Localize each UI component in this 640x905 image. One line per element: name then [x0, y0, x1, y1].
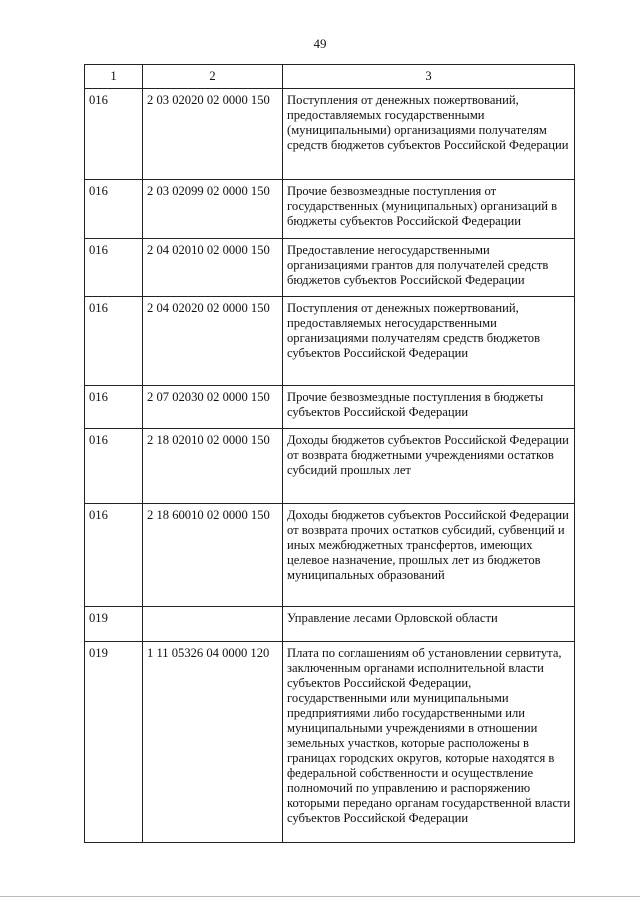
- budget-code-cell: [143, 607, 283, 642]
- table-row: [85, 607, 575, 642]
- admin-code-cell: 019: [85, 642, 143, 843]
- budget-code-cell: 2 03 02099 02 0000 150: [143, 180, 283, 239]
- table-row: [85, 180, 575, 239]
- description-cell: Управление лесами Орловской области: [283, 607, 575, 642]
- scan-edge-divider: [0, 896, 640, 897]
- description-cell: Поступления от денежных пожертвований, предоставляемых государственными (муниципальными) организациями получателям средств бюджетов субъектов Российской Федерации: [283, 89, 575, 180]
- description-cell: Прочие безвозмездные поступления в бюджеты субъектов Российской Федерации: [283, 386, 575, 429]
- budget-code-cell: 2 03 02020 02 0000 150: [143, 89, 283, 180]
- admin-code-cell: 016: [85, 239, 143, 297]
- admin-code-cell: 016: [85, 504, 143, 607]
- admin-code-cell: 016: [85, 386, 143, 429]
- description-cell: Доходы бюджетов субъектов Российской Федерации от возврата бюджетными учреждениями остатков субсидий прошлых лет: [283, 429, 575, 504]
- description-cell: Предоставление негосударственными организациями грантов для получателей средств бюджетов субъектов Российской Федерации: [283, 239, 575, 297]
- description-cell: Поступления от денежных пожертвований, предоставляемых негосударственными организациями получателям средств бюджетов субъектов Российской Федерации: [283, 297, 575, 386]
- table-row: [85, 429, 575, 504]
- page-number: 49: [313, 36, 327, 51]
- budget-code-cell: 1 11 05326 04 0000 120: [143, 642, 283, 843]
- table-row: [85, 89, 575, 180]
- budget-code-cell: 2 04 02020 02 0000 150: [143, 297, 283, 386]
- admin-code-cell: 016: [85, 297, 143, 386]
- budget-code-cell: 2 07 02030 02 0000 150: [143, 386, 283, 429]
- table-row: [85, 239, 575, 297]
- column-header: 2: [143, 65, 283, 89]
- column-header: 1: [85, 65, 143, 89]
- budget-code-cell: 2 18 60010 02 0000 150: [143, 504, 283, 607]
- description-cell: Плата по соглашениям об установлении сервитута, заключенным органами исполнительной власти субъектов Российской Федерации, государственными или муниципальными предприятиями либо государственными или муниципальными учреждениями в отношении земельных участков, которые расположены в границах городских округов, которые находятся в федеральной собственности и осуществление полномочий по управлению и распоряжению которыми передано органам государственной власти субъектов Российской Федерации: [283, 642, 575, 843]
- column-header: 3: [283, 65, 575, 89]
- admin-code-cell: 016: [85, 429, 143, 504]
- admin-code-cell: 016: [85, 89, 143, 180]
- description-cell: Прочие безвозмездные поступления от государственных (муниципальных) организаций в бюджеты субъектов Российской Федерации: [283, 180, 575, 239]
- table-row: [85, 642, 575, 843]
- admin-code-cell: 016: [85, 180, 143, 239]
- table-row: [85, 504, 575, 607]
- description-cell: Доходы бюджетов субъектов Российской Федерации от возврата прочих остатков субсидий, субвенций и иных межбюджетных трансфертов, имеющих целевое назначение, прошлых лет из бюджетов муниципальных образований: [283, 504, 575, 607]
- budget-codes-table: [84, 64, 575, 843]
- table-row: [85, 297, 575, 386]
- table-header-row: [85, 65, 575, 89]
- admin-code-cell: 019: [85, 607, 143, 642]
- budget-code-cell: 2 04 02010 02 0000 150: [143, 239, 283, 297]
- table-row: [85, 386, 575, 429]
- budget-code-cell: 2 18 02010 02 0000 150: [143, 429, 283, 504]
